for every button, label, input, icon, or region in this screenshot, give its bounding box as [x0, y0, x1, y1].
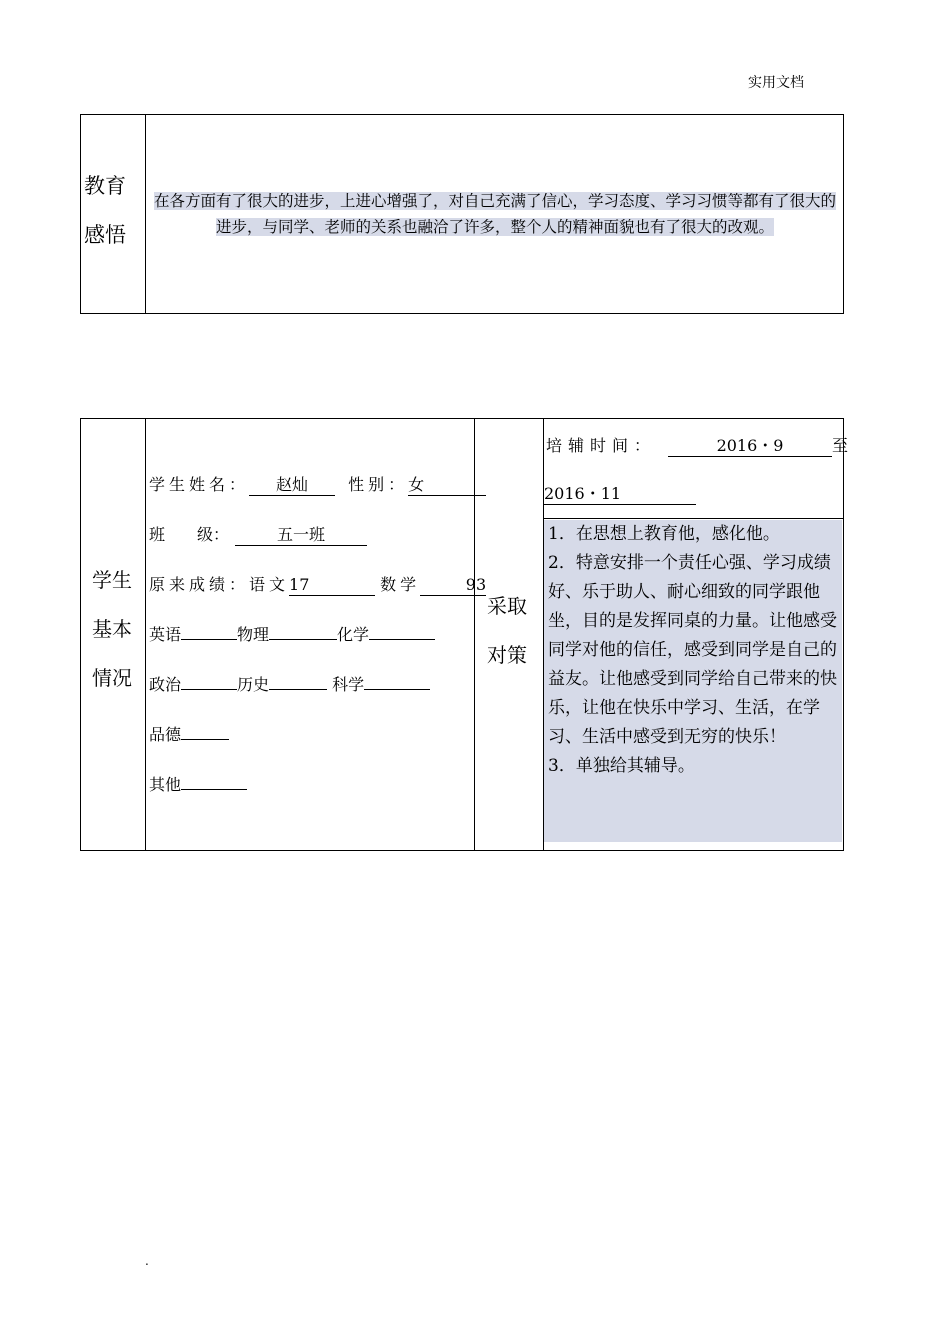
row-subjects-2 [149, 672, 430, 695]
row-scores [149, 572, 486, 596]
row-class [149, 522, 367, 546]
reflection-divider [145, 114, 146, 314]
physics-blank [269, 639, 337, 640]
student-label-line3: 情况 [92, 666, 132, 690]
name-value: 赵灿 [249, 475, 335, 496]
row-subjects-1 [149, 622, 435, 645]
math-value: 93 [420, 575, 486, 596]
time-separator [543, 518, 843, 519]
history-label: 历史 [237, 675, 270, 694]
footer-dot: . [145, 1254, 149, 1268]
strategy-box [544, 520, 842, 842]
time-label: 培辅时间： [546, 436, 657, 455]
measures-label-line2: 对策 [487, 643, 527, 667]
history-blank [269, 689, 327, 690]
science-label: 科学 [332, 675, 365, 694]
reflection-label-line2: 感悟 [84, 223, 126, 247]
student-label-line1: 学生 [92, 568, 132, 592]
english-label: 英语 [149, 625, 182, 644]
politics-blank [181, 689, 237, 690]
other-label: 其他 [149, 775, 182, 794]
strategy-item-3: 3．单独给其辅导。 [548, 756, 695, 776]
reflection-label-line1: 教育 [84, 174, 126, 198]
name-label: 学生姓名： [149, 475, 250, 494]
time-row [546, 433, 848, 457]
student-divider-1 [145, 418, 146, 851]
english-blank [181, 639, 237, 640]
gender-label: 性别： [348, 475, 409, 494]
time-to: 至 [832, 436, 849, 455]
gender-value: 女 [408, 475, 486, 496]
reflection-text [148, 188, 842, 240]
row-morality [149, 722, 229, 745]
time-end: 2016・11 [544, 484, 696, 505]
science-blank [364, 689, 430, 690]
chemistry-label: 化学 [337, 625, 370, 644]
reflection-text-content: 在各方面有了很大的进步，上进心增强了，对自己充满了信心，学习态度、学习习惯等都有了很大的进步，与同学、老师的关系也融洽了许多，整个人的精神面貌也有了很大的改观。 [153, 192, 836, 236]
politics-label: 政治 [149, 675, 182, 694]
student-label-line2: 基本 [92, 617, 132, 641]
morality-blank [181, 739, 229, 740]
chinese-value: 17 [289, 575, 375, 596]
header-label: 实用文档 [748, 75, 804, 91]
class-value: 五一班 [235, 525, 367, 546]
measures-label [487, 582, 527, 680]
math-label: 数学 [380, 575, 421, 594]
reflection-label [84, 162, 126, 260]
student-label [92, 556, 132, 703]
row-name [149, 472, 486, 496]
chemistry-blank [369, 639, 435, 640]
physics-label: 物理 [237, 625, 270, 644]
class-label: 班 级： [149, 525, 230, 544]
time-end-row [544, 484, 696, 505]
other-blank [181, 789, 247, 790]
scores-label: 原来成绩：语文 [149, 575, 290, 594]
strategy-item-2: 2．特意安排一个责任心强、学习成绩好、乐于助人、耐心细致的同学跟他坐，目的是发挥同桌的力量。让他感受同学对他的信任，感受到同学是自己的益友。让他感受到同学给自己带来的快乐，让他在快乐中学习、生活，在学习、生活中感受到无穷的快乐！ [548, 553, 837, 747]
time-start: 2016・9 [668, 436, 832, 457]
strategy-item-1: 1．在思想上教育他，感化他。 [548, 524, 780, 544]
morality-label: 品德 [149, 725, 182, 744]
row-other [149, 772, 247, 795]
measures-label-line1: 采取 [487, 594, 527, 618]
